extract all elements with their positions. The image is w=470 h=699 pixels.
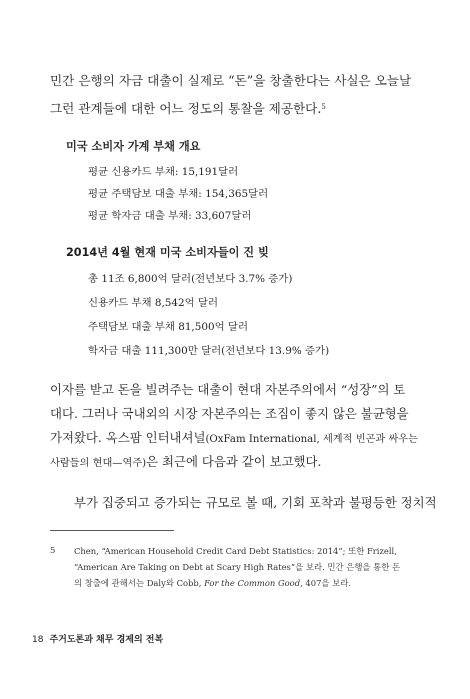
paragraph-line-3-main: 가져왔다. 옥스팜 인터내셔널 bbox=[50, 430, 206, 445]
section2-item-3: 주택담보 대출 부채 81,500억 달러 bbox=[88, 321, 248, 333]
intro-line-1: 민간 은행의 자금 대출이 실제로 “돈”을 창출한다는 사실은 오늘날 bbox=[50, 73, 412, 88]
section2-item-4: 학자금 대출 111,300만 달러(전년보다 13.9% 증가) bbox=[88, 345, 330, 357]
footnote-number: 5 bbox=[50, 545, 56, 555]
footnote-divider bbox=[50, 530, 174, 531]
paragraph-line-2: 대다. 그러나 국내외의 시장 자본주의는 조짐이 좋지 않은 불균형을 bbox=[50, 406, 409, 421]
section1-item-2: 평균 주택담보 대출 부채: 154,365달러 bbox=[88, 188, 269, 200]
paragraph-line-3 bbox=[50, 428, 418, 446]
footnote-line-1: Chen, “American Household Credit Card Debt Statistics: 2014”; 또한 Frizell, bbox=[74, 546, 397, 556]
section1-item-3: 평균 학자금 대출 부채: 33,607달러 bbox=[88, 210, 252, 222]
page-number: 18 bbox=[32, 635, 44, 645]
paragraph-line-1: 이자를 받고 돈을 빌려주는 대출이 현대 자본주의에서 “성장”의 토 bbox=[50, 382, 406, 397]
paragraph-line-4 bbox=[50, 452, 321, 470]
section2-heading: 2014년 4월 현재 미국 소비자들이 진 빚 bbox=[66, 246, 269, 259]
footnote-reference[interactable]: 5 bbox=[321, 103, 326, 111]
intro-line-2: 그런 관계들에 대한 어느 정도의 통찰을 제공한다. bbox=[50, 101, 322, 116]
section2-item-1: 총 11조 6,800억 달러(전년보다 3.7% 증가) bbox=[88, 273, 293, 285]
paragraph2-line-1: 부가 집중되고 증가되는 규모로 볼 때, 기회 포착과 불평등한 정치적 bbox=[74, 495, 437, 510]
paragraph-line-4-main: 은 최근에 다음과 같이 보고했다. bbox=[146, 454, 322, 469]
running-title: 주거도론과 채무 경제의 전복 bbox=[49, 635, 164, 645]
footnote-line-3 bbox=[74, 577, 351, 589]
footnote-line-3-end: , 407을 보라. bbox=[300, 578, 351, 588]
section1-heading: 미국 소비자 가계 부채 개요 bbox=[66, 140, 201, 153]
section2-item-2: 신용카드 부채 8,542억 달러 bbox=[88, 297, 218, 309]
footnote-book-title: For the Common Good bbox=[204, 578, 301, 588]
paragraph-line-3-gloss: (OxFam International, 세계적 빈곤과 싸우는 bbox=[205, 434, 418, 445]
paragraph-line-4-gloss: 사람들의 현대—역주) bbox=[50, 458, 147, 469]
intro-paragraph bbox=[50, 67, 411, 123]
footnote-line-3-start: 의 창출에 관해서는 Daly와 Cobb, bbox=[74, 578, 205, 588]
footnote-line-2: “American Are Taking on Debt at Scary High Rates”을 보라. 민간 은행을 통한 돈 bbox=[74, 562, 401, 572]
page-footer bbox=[32, 632, 163, 645]
section1-item-1: 평균 신용카드 부채: 15,191달러 bbox=[88, 166, 239, 178]
